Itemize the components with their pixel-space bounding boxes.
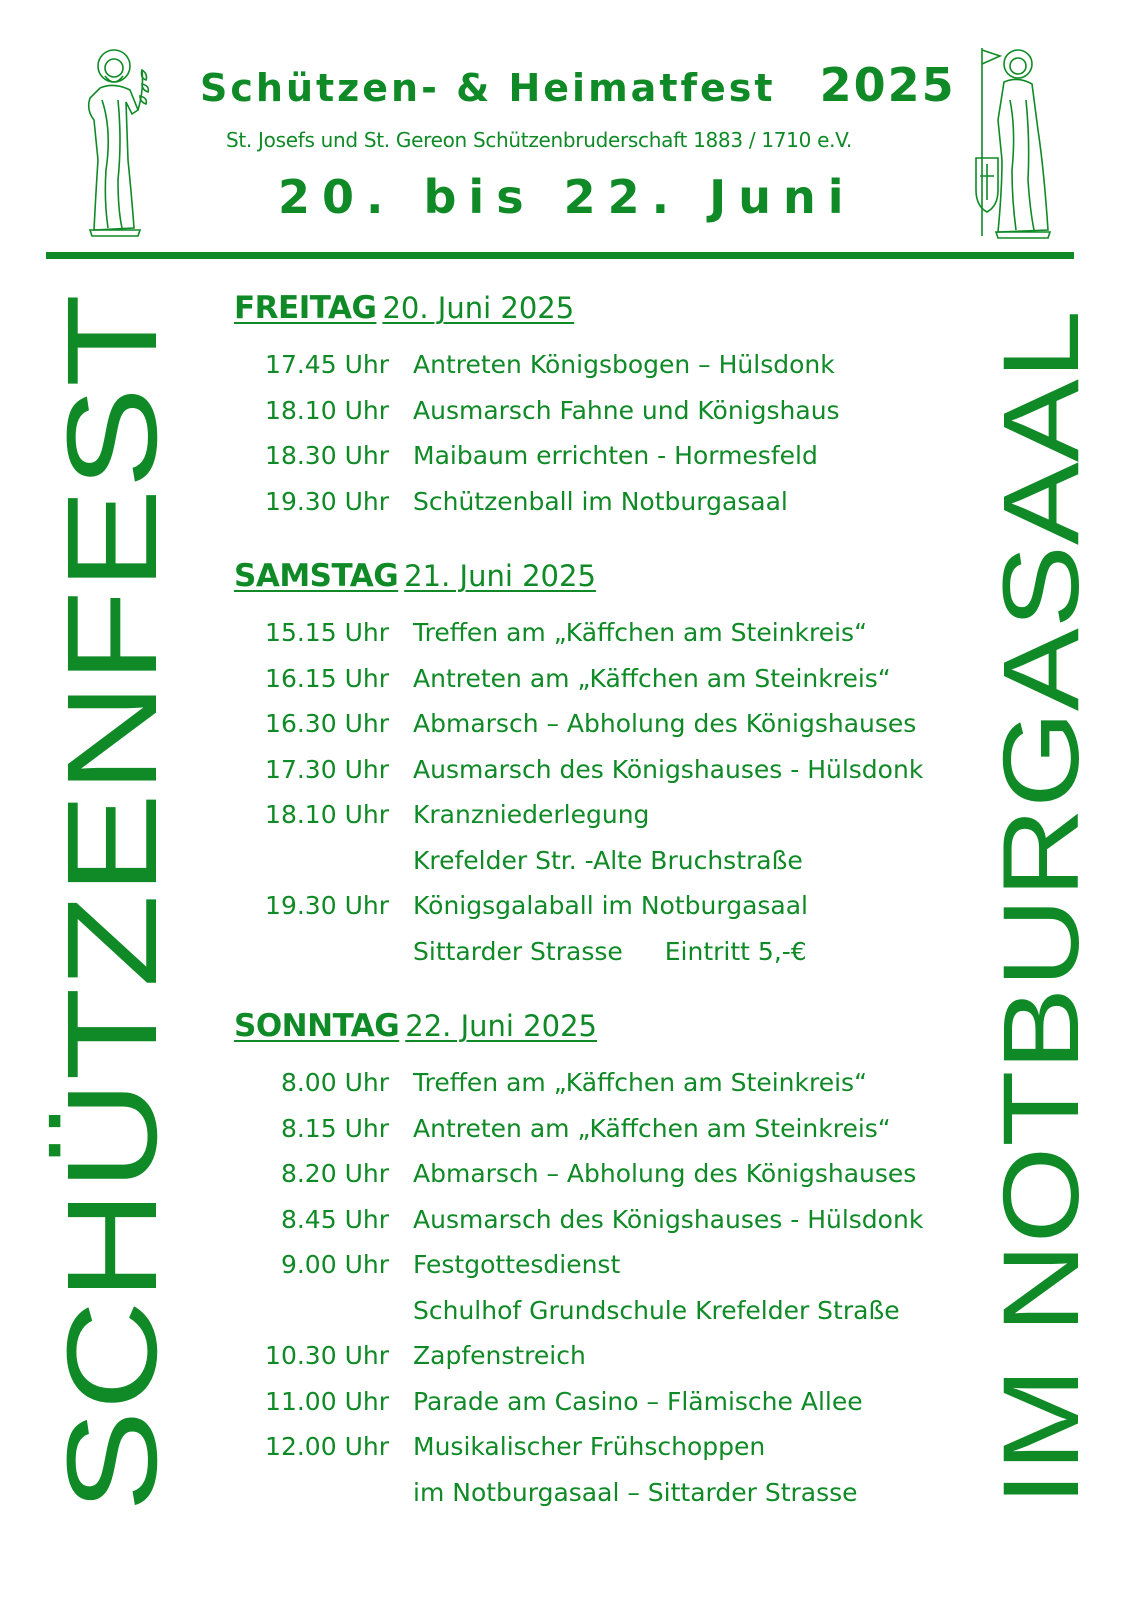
list-item [234,1060,954,1106]
day-heading [234,558,954,602]
list-item [234,656,954,702]
list-item [234,1379,954,1425]
day-spacer [234,974,954,1008]
day-saturday [234,558,954,974]
event-time: 9.00 Uhr [280,1250,389,1280]
event-text: Krefelder Str. -Alte Bruchstraße [413,845,803,875]
event-time: 18.10 Uhr [265,800,389,830]
list-item [234,1470,954,1516]
list-item [234,1288,954,1334]
list-item [234,883,954,929]
list-item [234,479,954,525]
event-time: 12.00 Uhr [265,1432,389,1462]
day-friday [234,290,954,524]
list-item [234,1106,954,1152]
event-time: 15.15 Uhr [265,618,389,648]
event-text: Ausmarsch des Königshauses - Hülsdonk [413,754,924,784]
event-text [389,937,807,966]
event-text: Königsgalaball im Notburgasaal [413,891,809,921]
event-time: 16.15 Uhr [265,663,389,693]
event-text: Zapfenstreich [413,1341,586,1371]
event-text: Schützenball im Notburgasaal [413,486,788,516]
event-text: im Notburgasaal – Sittarder Strasse [413,1477,858,1507]
list-item [234,1424,954,1470]
list-item [234,747,954,793]
event-list [234,342,954,524]
event-text: Musikalischer Frühschoppen [413,1432,766,1462]
event-text: Treffen am „Käffchen am Steinkreis“ [413,618,868,648]
event-time: 8.45 Uhr [280,1204,389,1234]
event-time: 11.00 Uhr [265,1386,389,1416]
event-text: Festgottesdienst [413,1250,621,1280]
banner-im-notburgasaal [960,292,1110,1514]
event-time: 17.45 Uhr [265,350,389,380]
event-time: 19.30 Uhr [265,891,389,921]
list-item [234,388,954,434]
list-item [234,792,954,838]
day-name: FREITAG [234,290,377,326]
brotherhood-subtitle: St. Josefs und St. Gereon Schützenbruderschaft 1883 / 1710 e.V. [226,128,852,152]
event-time: 8.15 Uhr [280,1113,389,1143]
event-text: Antreten am „Käffchen am Steinkreis“ [413,1113,891,1143]
event-text: Kranzniederlegung [413,800,650,830]
schedule [234,290,954,1515]
event-text: Antreten Königsbogen – Hülsdonk [413,350,835,380]
list-item [234,342,954,388]
day-name: SAMSTAG [234,558,399,594]
entry-fee: Eintritt 5,-€ [664,936,807,966]
list-item [234,433,954,479]
banner-left-text: SCHÜTZENFEST [41,488,184,1512]
day-heading [234,290,954,334]
event-time: 19.30 Uhr [265,486,389,516]
event-time: 10.30 Uhr [265,1341,389,1371]
event-text: Abmarsch – Abholung des Königshauses [413,709,917,739]
list-item [234,701,954,747]
day-date: 21. Juni 2025 [404,559,596,593]
event-list [234,1060,954,1515]
event-list [234,610,954,974]
event-text: Schulhof Grundschule Krefelder Straße [413,1295,900,1325]
banner-right-text: IM NOTBURGASAAL [980,467,1101,1506]
event-time: 18.10 Uhr [265,395,389,425]
event-text: Ausmarsch Fahne und Königshaus [413,395,840,425]
list-item [234,838,954,884]
day-name: SONNTAG [234,1008,400,1044]
event-time: 18.30 Uhr [265,441,389,471]
list-item [234,1242,954,1288]
event-text: Maibaum errichten - Hormesfeld [413,441,818,471]
fest-title: Schützen- & Heimatfest [200,66,776,110]
banner-schuetzenfest [36,292,186,1514]
header-divider [46,252,1074,259]
fest-dates: 20. bis 22. Juni [278,170,856,224]
day-date: 22. Juni 2025 [405,1009,597,1043]
title-line [200,58,956,112]
fest-year: 2025 [819,58,956,112]
saint-gereon-illustration [968,40,1056,240]
event-text: Abmarsch – Abholung des Königshauses [413,1159,917,1189]
event-location: Sittarder Strasse [413,936,623,966]
event-time: 16.30 Uhr [265,709,389,739]
list-item [234,929,954,975]
list-item [234,1197,954,1243]
saint-joseph-illustration [72,40,160,240]
day-sunday [234,1008,954,1515]
event-text: Treffen am „Käffchen am Steinkreis“ [413,1068,868,1098]
day-spacer [234,524,954,558]
event-time: 8.20 Uhr [280,1159,389,1189]
day-date: 20. Juni 2025 [382,291,575,325]
list-item [234,610,954,656]
event-text: Parade am Casino – Flämische Allee [413,1386,863,1416]
event-text: Antreten am „Käffchen am Steinkreis“ [413,663,891,693]
event-time: 17.30 Uhr [265,754,389,784]
event-time: 8.00 Uhr [280,1068,389,1098]
day-heading [234,1008,954,1052]
list-item [234,1151,954,1197]
event-text: Ausmarsch des Königshauses - Hülsdonk [413,1204,924,1234]
list-item [234,1333,954,1379]
